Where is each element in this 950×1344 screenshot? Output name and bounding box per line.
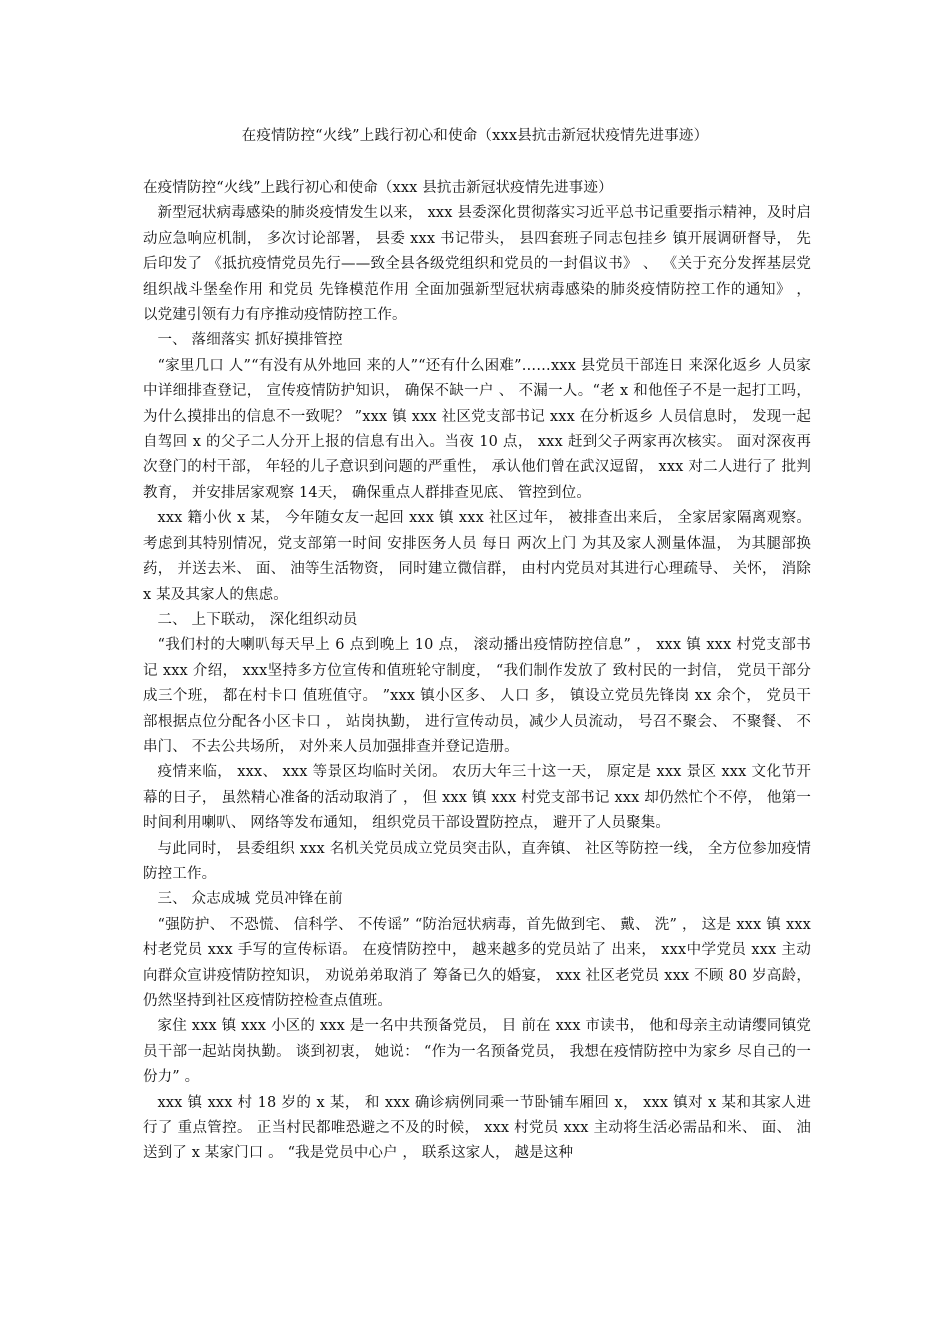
- paragraph: “我们村的大喇叭每天早上 6 点到晚上 10 点， 滚动播出疫情防控信息” ， xxx 镇 xxx 村党支部书记 xxx 介绍， xxx坚持多方位宣传和值班轮守制度， “我们制作发放了 致村民的一封信， 党员干部分成三个班， 都在村卡口 值班值守。 ”xxx 镇小区多、 人口 多， 镇设立党员先锋岗 xx 余个， 党员干部根据点位分配各小区卡口 ， 站岗执勤， 进行宣传动员，减少人员流动， 号召不聚会、 不聚餐、 不串门、 不去公共场所， 对外来人员加强排查并登记造册。: [143, 637, 811, 755]
- paragraph: xxx 籍小伙 x 某， 今年随女友一起回 xxx 镇 xxx 社区过年， 被排查出来后， 全家居家隔离观察。 考虑到其特别情况，党支部第一时间 安排医务人员 每日 两次上门 为其及家人测量体温， 为其腿部换药， 并送去米、 面、 油等生活物资， 同时建立微信群， 由村内党员对其进行心理疏导、 关怀， 消除x 某及其家人的焦虑。: [143, 510, 811, 603]
- paragraph: “强防护、 不恐慌、 信科学、 不传谣” “防治冠状病毒，首先做到宅、 戴、 洗” ， 这是 xxx 镇 xxx 村老党员 xxx 手写的宣传标语。 在疫情防控中， 越来越多的党员站了 出来， xxx中学党员 xxx 主动向群众宣讲疫情防控知识， 劝说弟弟取消了 筹备已久的婚宴， xxx 社区老党员 xxx 不顾 80 岁高龄， 仍然坚持到社区疫情防控检查点值班。: [143, 916, 811, 1009]
- paragraph: 家住 xxx 镇 xxx 小区的 xxx 是一名中共预备党员， 目 前在 xxx 市读书， 他和母亲主动请缨同镇党员干部一起站岗执勤。 谈到初衷， 她说： “作为一名预备党员， 我想在疫情防控中为家乡 尽自己的一份力” 。: [143, 1018, 811, 1086]
- paragraph: 疫情来临， xxx、 xxx 等景区均临时关闭。 农历大年三十这一天， 原定是 xxx 景区 xxx 文化节开幕的日子， 虽然精心准备的活动取消了 ， 但 xxx 镇 xxx 村党支部书记 xxx 却仍然忙个不停， 他第一时间利用喇叭、 网络等发布通知， 组织党员干部设置防控点， 避开了人员聚集。: [143, 764, 811, 832]
- paragraph-subtitle: 在疫情防控“火线”上践行初心和使命（xxx 县抗击新冠状疫情先进事迹）: [143, 180, 613, 196]
- section-heading-3: 三、 众志成城 党员冲锋在前: [157, 891, 343, 908]
- paragraph: “家里几口 人”“有没有从外地回 来的人”“还有什么困难”……xxx 县党员干部连日 来深化返乡 人员家中详细排查登记， 宣传疫情防护知识， 确保不缺一户 、 不漏一人。“老 x 和他侄子不是一起打工吗， 为什么摸排出的信息不一致呢？ ”xxx 镇 xxx 社区党支部书记 xxx 在分析返乡 人员信息时， 发现一起自驾回 x 的父子二人分开上报的信息有出入。当夜 10 点， xxx 赶到父子两家再次核实。 面对深夜再次登门的村干部， 年轻的儿子意识到问题的严重性， 承认他们曾在武汉逗留， xxx 对二人进行了 批判教育， 并安排居家观察 14天， 确保重点人群排查见底、 管控到位。: [143, 357, 811, 501]
- section-heading-2: 二、 上下联动， 深化组织动员: [157, 611, 358, 628]
- document-body: [143, 176, 811, 1167]
- section-heading-1: 一、 落细落实 抓好摸排管控: [157, 332, 343, 349]
- paragraph: xxx 镇 xxx 村 18 岁的 x 某， 和 xxx 确诊病例同乘一节卧铺车厢回 x， xxx 镇对 x 某和其家人进行了 重点管控。 正当村民都唯恐避之不及的时候， xxx 村党员 xxx 主动将生活必需品和米、 面、 油送到了 x 某家门口 。 “我是党员中心户 ， 联系这家人， 越是这种: [143, 1094, 811, 1162]
- document-title: 在疫情防控“火线”上践行初心和使命（xxx县抗击新冠状疫情先进事迹）: [241, 128, 709, 144]
- paragraph: 与此同时， 县委组织 xxx 名机关党员成立党员突击队，直奔镇、 社区等防控一线， 全方位参加疫情防控工作。: [143, 840, 811, 882]
- paragraph-intro: 新型冠状病毒感染的肺炎疫情发生以来， xxx 县委深化贯彻落实习近平总书记重要指示精神，及时启动应急响应机制， 多次讨论部署， 县委 xxx 书记带头， 县四套班子同志包挂乡 镇开展调研督导， 先后印发了 《抵抗疫情党员先行——致全县各级党组织和党员的一封倡议书》 、 《关于充分发挥基层党组织战斗堡垒作用 和党员 先锋模范作用 全面加强新型冠状病毒感染的肺炎疫情防控工作的通知》 ， 以党建引领有力有序推动疫情防控工作。: [143, 205, 811, 324]
